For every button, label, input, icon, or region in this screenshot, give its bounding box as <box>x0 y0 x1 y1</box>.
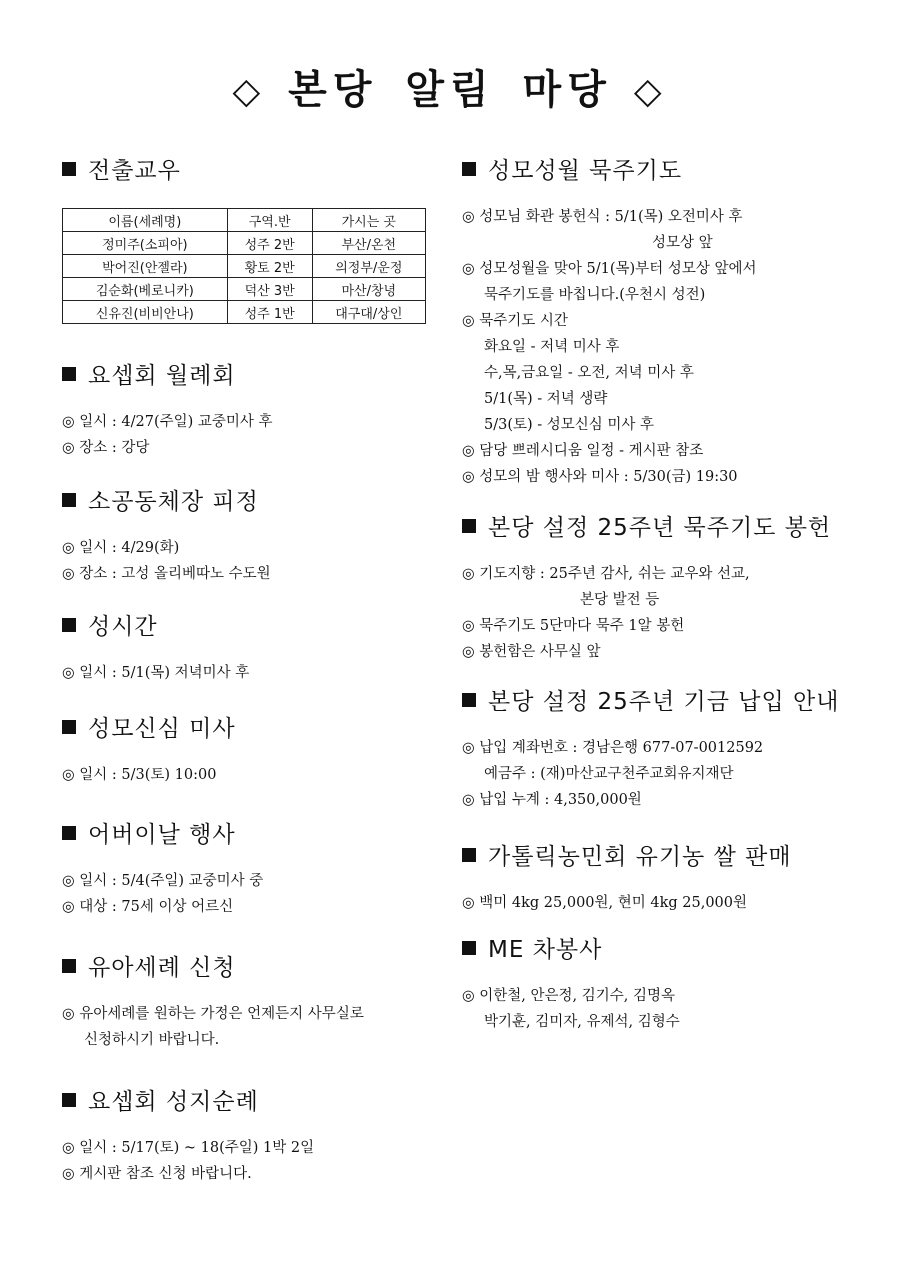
notice-line: 수,목,금요일 - 오전, 저녁 미사 후 <box>484 365 694 381</box>
table-cell: 김순화(베로니카) <box>63 278 228 301</box>
section-holy-hour <box>62 612 442 686</box>
section-joseph-monthly <box>62 361 442 461</box>
section-small-community <box>62 487 442 587</box>
page-title-text: 본당 알림 마당 <box>288 67 612 113</box>
notice-line: ◎ 이한철, 안은정, 김기수, 김명옥 <box>462 988 675 1004</box>
square-bullet-icon <box>462 693 476 707</box>
notice-line: ◎ 담당 쁘레시디움 일정 - 게시판 참조 <box>462 443 704 459</box>
table-row <box>63 301 426 324</box>
table-cell: 덕산 3반 <box>227 278 312 301</box>
column-header: 이름(세례명) <box>63 209 228 232</box>
table-header-row <box>63 209 426 232</box>
notice-line: ◎ 일시 : 4/29(화) <box>62 540 180 556</box>
notice-line: ◎ 일시 : 5/1(목) 저녁미사 후 <box>62 665 250 681</box>
section-heading: 소공동체장 피정 <box>62 487 442 517</box>
square-bullet-icon <box>462 848 476 862</box>
notice-line: ◎ 묵주기도 5단마다 묵주 1알 봉헌 <box>462 618 685 634</box>
section-heading: 가톨릭농민회 유기농 쌀 판매 <box>462 842 852 872</box>
table-cell: 부산/온천 <box>312 232 425 255</box>
table-cell: 대구대/상인 <box>312 301 425 324</box>
table-cell: 성주 2반 <box>227 232 312 255</box>
section-me-volunteers <box>462 935 852 1035</box>
table-row <box>63 255 426 278</box>
section-heading: 요셉회 성지순례 <box>62 1087 442 1117</box>
notice-line: ◎ 기도지향 : 25주년 감사, 쉬는 교우와 선교, <box>462 566 750 582</box>
notice-line: ◎ 백미 4kg 25,000원, 현미 4kg 25,000원 <box>462 895 748 911</box>
square-bullet-icon <box>62 959 76 973</box>
table-cell: 신유진(비비안나) <box>63 301 228 324</box>
square-bullet-icon <box>462 162 476 176</box>
notice-line: 예금주 : (재)마산교구천주교회유지재단 <box>484 766 734 782</box>
notice-line: 묵주기도를 바칩니다.(우천시 성전) <box>484 287 706 303</box>
table-row <box>63 232 426 255</box>
square-bullet-icon <box>62 162 76 176</box>
diamond-icon: ◇ <box>633 71 668 112</box>
notice-line: ◎ 일시 : 4/27(주일) 교중미사 후 <box>62 414 273 430</box>
section-heading: 성모성월 묵주기도 <box>462 156 852 186</box>
notice-line: ◎ 성모성월을 맞아 5/1(목)부터 성모상 앞에서 <box>462 261 757 277</box>
square-bullet-icon <box>62 367 76 381</box>
section-heading: 본당 설정 25주년 기금 납입 안내 <box>462 687 852 717</box>
column-header: 구역.반 <box>227 209 312 232</box>
page-title <box>0 58 900 115</box>
table-cell: 박어진(안젤라) <box>63 255 228 278</box>
table-cell: 의정부/운정 <box>312 255 425 278</box>
notice-line: ◎ 일시 : 5/3(토) 10:00 <box>62 767 217 783</box>
table-cell: 마산/창녕 <box>312 278 425 301</box>
notice-line: ◎ 게시판 참조 신청 바랍니다. <box>62 1166 252 1182</box>
table-cell: 황토 2반 <box>227 255 312 278</box>
section-organic-rice <box>462 842 852 916</box>
notice-line: 신청하시기 바랍니다. <box>84 1032 220 1048</box>
notice-line: ◎ 묵주기도 시간 <box>462 313 568 329</box>
notice-line: 화요일 - 저녁 미사 후 <box>484 339 620 355</box>
notice-line: 박기훈, 김미자, 유제석, 김형수 <box>484 1014 680 1030</box>
section-infant-baptism <box>62 953 442 1053</box>
table-cell: 정미주(소피아) <box>63 232 228 255</box>
square-bullet-icon <box>62 493 76 507</box>
square-bullet-icon <box>462 519 476 533</box>
notice-line: ◎ 납입 누계 : 4,350,000원 <box>462 792 642 808</box>
section-heading: 요셉회 월례회 <box>62 361 442 391</box>
square-bullet-icon <box>62 618 76 632</box>
section-heading: 전출교우 <box>62 156 442 186</box>
section-anniversary-rosary <box>462 513 852 665</box>
notice-line: ◎ 장소 : 고성 올리베따노 수도원 <box>62 566 271 582</box>
notice-line: ◎ 장소 : 강당 <box>62 440 150 456</box>
notice-line: ◎ 성모의 밤 행사와 미사 : 5/30(금) 19:30 <box>462 469 738 485</box>
square-bullet-icon <box>62 826 76 840</box>
column-header: 가시는 곳 <box>312 209 425 232</box>
notice-line: ◎ 일시 : 5/17(토) ~ 18(주일) 1박 2일 <box>62 1140 315 1156</box>
square-bullet-icon <box>462 941 476 955</box>
diamond-icon: ◇ <box>232 71 267 112</box>
section-heading: 성모신심 미사 <box>62 714 442 744</box>
section-joseph-pilgrimage <box>62 1087 442 1187</box>
notice-line: ◎ 일시 : 5/4(주일) 교중미사 중 <box>62 873 264 889</box>
section-heading: 성시간 <box>62 612 442 642</box>
section-heading: 유아세례 신청 <box>62 953 442 983</box>
section-rosary-month <box>462 156 852 490</box>
section-anniversary-fund <box>462 687 852 813</box>
notice-line: 성모상 앞 <box>652 235 713 251</box>
notice-line: 본당 발전 등 <box>580 592 660 608</box>
table-cell: 성주 1반 <box>227 301 312 324</box>
notice-line: ◎ 납입 계좌번호 : 경남은행 677-07-0012592 <box>462 740 764 756</box>
notice-line: 5/1(목) - 저녁 생략 <box>484 391 608 407</box>
notice-line: 5/3(토) - 성모신심 미사 후 <box>484 417 655 433</box>
section-parents-day <box>62 820 442 920</box>
section-heading: 본당 설정 25주년 묵주기도 봉헌 <box>462 513 852 543</box>
table-row <box>63 278 426 301</box>
section-departure <box>62 156 442 324</box>
notice-line: ◎ 봉헌함은 사무실 앞 <box>462 644 601 660</box>
square-bullet-icon <box>62 1093 76 1107</box>
departure-table <box>62 208 426 324</box>
section-heading: 어버이날 행사 <box>62 820 442 850</box>
square-bullet-icon <box>62 720 76 734</box>
section-heading: ME 차봉사 <box>462 935 852 965</box>
notice-line: ◎ 대상 : 75세 이상 어르신 <box>62 899 234 915</box>
section-immaculate-heart-mass <box>62 714 442 788</box>
notice-line: ◎ 성모님 화관 봉헌식 : 5/1(목) 오전미사 후 <box>462 209 743 225</box>
notice-line: ◎ 유아세례를 원하는 가정은 언제든지 사무실로 <box>62 1006 364 1022</box>
